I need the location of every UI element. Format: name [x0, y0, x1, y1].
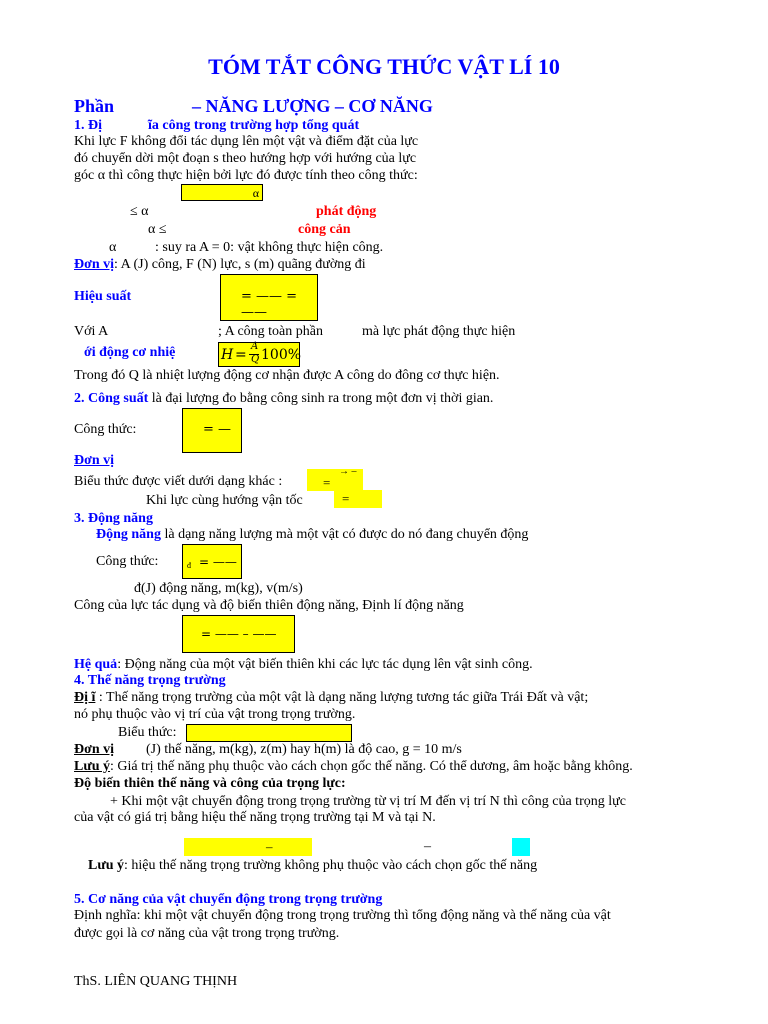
part-name: – NĂNG LƯỢNG – CƠ NĂNG	[192, 96, 433, 116]
part-label: Phần	[74, 96, 115, 116]
same-direction-formula: =	[342, 491, 350, 506]
unit-label: Đơn vị	[74, 257, 115, 272]
potential-note-line	[74, 759, 633, 775]
kinetic-term: Động năng	[96, 527, 161, 542]
engine-denominator: Q	[251, 354, 260, 365]
potential-definition-line	[74, 690, 588, 706]
with-a-text: Với A	[74, 324, 109, 339]
with-driving-force-text: mà lực phát động thực hiện	[362, 324, 516, 339]
work-energy-theorem: Công của lực tác dụng và độ biến thiên động năng, Định lí động năng	[74, 598, 464, 613]
corollary-line	[74, 657, 533, 673]
section4-heading: 4. Thế năng trọng trường	[74, 673, 226, 688]
potential-note2-text: : hiệu thế năng trọng trường không phụ thuộc vào cách chọn gốc thế năng	[124, 858, 538, 873]
case-zero-condition: α	[109, 240, 117, 255]
potential-definition-text: : Thế năng trọng trường của một vật là dạng năng lượng tương tác giữa Trái Đất và vật;	[95, 690, 589, 705]
section5-heading: 5. Cơ năng của vật chuyển động trong trọng trường	[74, 892, 383, 907]
kinetic-formula-box	[182, 544, 242, 579]
section1-heading-rest: ĩa công trong trường hợp tổng quát	[148, 118, 360, 133]
theorem-formula-box	[182, 615, 295, 653]
engine-formula-box	[218, 342, 300, 367]
section1-para-line: đó chuyển dời một đoạn s theo hướng hợp với hướng của lực	[74, 151, 417, 166]
cyan-highlight	[512, 838, 530, 856]
section1-heading: 1. Đị	[74, 118, 102, 133]
engine-efficiency-label: ới động cơ nhiệ	[84, 345, 176, 360]
potential-unit-text: (J) thế năng, m(kg), z(m) hay h(m) là độ cao, g = 10 m/s	[146, 742, 462, 757]
power-alt-label: Biểu thức được viết dưới dạng khác :	[74, 474, 283, 489]
alpha-symbol: α	[252, 186, 259, 200]
footer-author: ThS. LIÊN QUANG THỊNH	[74, 974, 238, 989]
kinetic-subscript: đ	[187, 561, 191, 570]
efficiency-label: Hiệu suất	[74, 289, 132, 304]
page-title: TÓM TẮT CÔNG THỨC VẬT LÍ 10	[208, 54, 560, 79]
same-direction-text: Khi lực cùng hướng vận tốc	[146, 493, 303, 508]
kinetic-definition	[96, 527, 528, 543]
power-alt-formula-box	[307, 466, 363, 491]
kinetic-formula: = ——	[199, 555, 237, 569]
potential-work-heading: Độ biến thiên thế năng và công của trọng lực:	[74, 776, 346, 791]
potential-work-formula-box	[184, 838, 312, 856]
potential-work-para2: của vật có giá trị bằng hiệu thế năng trọng trường tại M và tại N.	[74, 810, 436, 825]
kinetic-formula-label: Công thức:	[96, 554, 159, 569]
case-resisting-label: công cản	[298, 222, 351, 237]
potential-unit-label-text: Đơn vị	[74, 742, 115, 757]
corollary-label: Hệ quả	[74, 657, 118, 672]
corollary-text: : Động năng của một vật biến thiên khi các lực tác dụng lên vật sinh công.	[117, 657, 533, 672]
section2-heading: 2. Công suất	[74, 391, 149, 406]
theorem-formula: = —— – ——	[201, 627, 277, 641]
engine-h-symbol: H	[221, 347, 234, 363]
potential-note2-line	[88, 858, 537, 874]
potential-work-para1: + Khi một vật chuyển động trong trọng trường từ vị trí M đến vị trí N thì công của trọng lực	[110, 794, 626, 809]
potential-expression-box	[186, 724, 352, 742]
engine-percent: 100%	[261, 347, 302, 363]
section3-heading: 3. Động năng	[74, 511, 153, 526]
case-driving-condition: ≤ α	[130, 204, 149, 219]
engine-equals: =	[235, 347, 247, 363]
power-formula: = —	[203, 422, 232, 437]
case-driving-label: phát động	[316, 204, 377, 219]
potential-work-minus: –	[266, 839, 273, 854]
section5-para-line: Định nghĩa: khi một vật chuyển động trong trọng trường thì tổng động năng và thế năng của vật	[74, 908, 611, 923]
engine-note: Trong đó Q là nhiệt lượng động cơ nhận được A công do đông cơ thực hiện.	[74, 368, 500, 383]
power-alt-vector: → –	[339, 466, 357, 477]
power-formula-box	[182, 408, 242, 453]
unit-text: : A (J) công, F (N) lực, s (m) quãng đường đi	[114, 257, 366, 272]
engine-numerator: A	[251, 341, 259, 352]
efficiency-formula: = —— = ——	[241, 289, 298, 320]
section1-para-line: góc α thì công thực hiện bởi lực đó được tính theo công thức:	[74, 168, 418, 183]
with-total-work-text: ; A công toàn phần	[218, 324, 323, 339]
power-alt-formula: =	[323, 475, 331, 490]
case-zero-text: : suy ra A = 0: vật không thực hiện công.	[155, 240, 384, 255]
kinetic-definition-text: là dạng năng lượng mà một vật có được do nó đang chuyển động	[160, 527, 529, 542]
power-unit-label: Đơn vị	[74, 453, 115, 468]
potential-unit-label	[74, 742, 114, 758]
section1-para-line: Khi lực F không đổi tác dụng lên một vật và điểm đặt của lực	[74, 134, 419, 149]
work-formula-box	[181, 184, 263, 201]
potential-note2-label: Lưu ý	[88, 858, 125, 873]
potential-definition-label: Đị ĩ	[74, 690, 96, 705]
efficiency-formula-box	[220, 274, 318, 321]
section5-para-line: được gọi là cơ năng của vật trong trọng trường.	[74, 926, 340, 941]
potential-note-label: Lưu ý	[74, 759, 111, 774]
same-direction-formula-box	[334, 490, 382, 508]
potential-definition-text2: nó phụ thuộc vào vị trí của vật trong trọng trường.	[74, 707, 356, 722]
case-resisting-condition: α ≤	[148, 222, 167, 237]
potential-note-text: : Giá trị thế năng phụ thuộc vào cách chọn gốc thế năng. Có thể dương, âm hoặc bằng không.	[110, 759, 633, 774]
unit-line	[74, 257, 366, 273]
power-formula-label: Công thức:	[74, 422, 137, 437]
potential-work-minus-2: –	[424, 839, 431, 854]
potential-expression-label: Biểu thức:	[118, 725, 177, 740]
section2-heading-rest: là đại lượng đo bằng công sinh ra trong một đơn vị thời gian.	[148, 391, 494, 406]
kinetic-units: đ(J) động năng, m(kg), v(m/s)	[134, 581, 303, 596]
section2-heading-line	[74, 391, 493, 407]
